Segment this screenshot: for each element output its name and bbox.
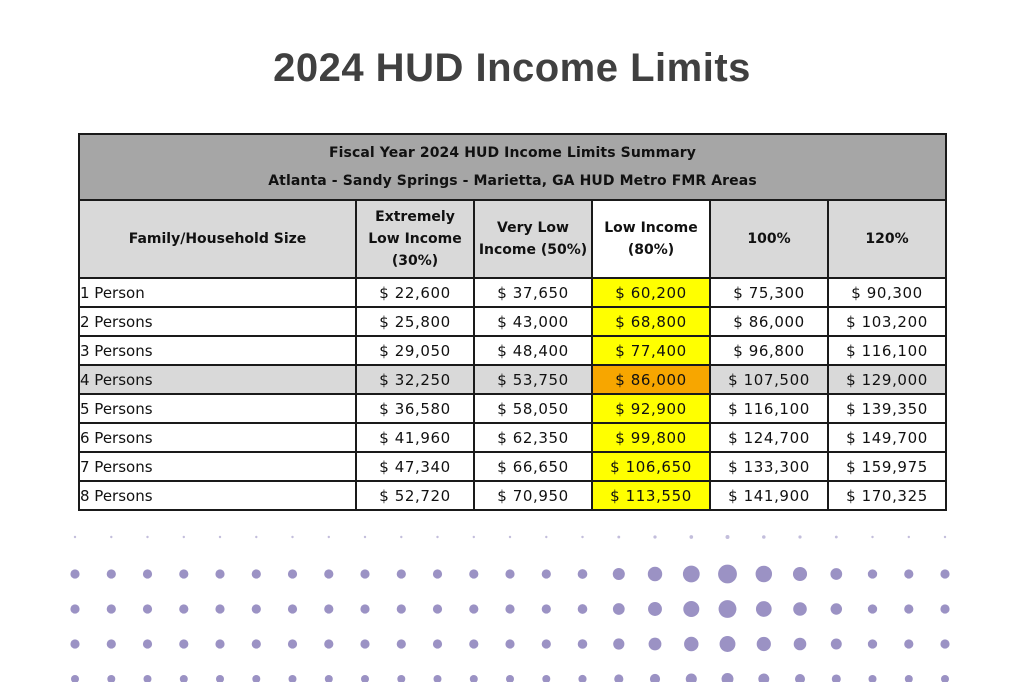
- decorative-dot: [179, 604, 188, 613]
- decorative-dot: [648, 567, 662, 581]
- decorative-dot: [107, 675, 115, 682]
- decorative-dot: [798, 535, 801, 538]
- income-120-cell: $ 116,100: [828, 336, 946, 365]
- decorative-dot: [361, 675, 369, 682]
- decorative-dot: [904, 569, 913, 578]
- decorative-dot: [617, 536, 620, 539]
- decorative-dot: [143, 569, 152, 578]
- decorative-dot: [74, 536, 76, 538]
- decorative-dot: [400, 536, 402, 538]
- decorative-dot: [719, 600, 737, 618]
- decorative-dot: [835, 536, 838, 539]
- income-100-cell: $ 133,300: [710, 452, 828, 481]
- decorative-dot: [905, 675, 913, 682]
- table-row: [79, 365, 946, 394]
- decorative-dot: [397, 604, 406, 613]
- income-100-cell: $ 107,500: [710, 365, 828, 394]
- very-low-cell: $ 53,750: [474, 365, 592, 394]
- decorative-dot: [433, 604, 442, 613]
- low-income-cell: $ 77,400: [592, 336, 710, 365]
- extremely-low-cell: $ 52,720: [356, 481, 474, 510]
- household-size-cell: 6 Persons: [79, 423, 356, 452]
- header-family-size: Family/Household Size: [79, 200, 356, 278]
- very-low-cell: $ 48,400: [474, 336, 592, 365]
- very-low-cell: $ 70,950: [474, 481, 592, 510]
- decorative-dot: [180, 675, 188, 682]
- decorative-dot: [794, 638, 807, 651]
- decorative-dot: [143, 639, 152, 648]
- decorative-dot: [648, 602, 662, 616]
- decorative-dot: [397, 675, 405, 682]
- income-120-cell: $ 129,000: [828, 365, 946, 394]
- income-120-cell: $ 103,200: [828, 307, 946, 336]
- decorative-dot: [506, 675, 514, 682]
- decorative-dot: [397, 639, 406, 648]
- decorative-dot: [795, 674, 805, 682]
- decorative-dot: [613, 638, 624, 649]
- decorative-dot: [469, 639, 478, 648]
- income-120-cell: $ 159,975: [828, 452, 946, 481]
- decorative-dot: [868, 569, 877, 578]
- decorative-dot: [215, 569, 224, 578]
- decorative-dot: [505, 604, 514, 613]
- household-size-cell: 4 Persons: [79, 365, 356, 394]
- extremely-low-cell: $ 41,960: [356, 423, 474, 452]
- very-low-cell: $ 43,000: [474, 307, 592, 336]
- extremely-low-cell: $ 25,800: [356, 307, 474, 336]
- decorative-dot: [614, 674, 623, 682]
- decorative-dot: [542, 675, 550, 682]
- decorative-dot: [757, 637, 771, 651]
- extremely-low-cell: $ 29,050: [356, 336, 474, 365]
- household-size-cell: 7 Persons: [79, 452, 356, 481]
- household-size-cell: 1 Person: [79, 278, 356, 307]
- income-limits-table: [78, 133, 947, 511]
- income-100-cell: $ 116,100: [710, 394, 828, 423]
- decorative-dot: [830, 568, 842, 580]
- table-row: [79, 481, 946, 510]
- decorative-dot: [433, 639, 442, 648]
- extremely-low-cell: $ 36,580: [356, 394, 474, 423]
- decorative-dot: [686, 673, 697, 682]
- decorative-dot: [868, 675, 876, 682]
- decorative-dot: [762, 535, 766, 539]
- income-120-cell: $ 149,700: [828, 423, 946, 452]
- decorative-dot: [107, 604, 116, 613]
- decorative-dot: [436, 536, 438, 538]
- decorative-dot: [832, 674, 841, 682]
- decorative-dot: [324, 569, 333, 578]
- decorative-dot: [509, 536, 511, 538]
- decorative-dot: [650, 674, 660, 682]
- low-income-cell: $ 106,650: [592, 452, 710, 481]
- header-100-percent: 100%: [710, 200, 828, 278]
- table-caption: [79, 134, 946, 200]
- decorative-dot: [908, 536, 910, 538]
- decorative-dot: [726, 535, 730, 539]
- decorative-dot: [578, 569, 588, 579]
- decorative-dot: [70, 569, 79, 578]
- decorative-dot: [722, 673, 734, 682]
- caption-area: Atlanta - Sandy Springs - Marietta, GA HUD Metro FMR Areas: [268, 173, 757, 189]
- decorative-dot: [718, 565, 737, 584]
- decorative-dot: [70, 604, 79, 613]
- household-size-cell: 5 Persons: [79, 394, 356, 423]
- decorative-dot: [469, 604, 478, 613]
- decorative-dot: [183, 536, 185, 538]
- decorative-dot: [684, 637, 698, 651]
- table-row: [79, 423, 946, 452]
- decorative-dot: [831, 639, 842, 650]
- decorative-dot: [179, 569, 188, 578]
- header-very-low: Very Low Income (50%): [474, 200, 592, 278]
- extremely-low-cell: $ 32,250: [356, 365, 474, 394]
- extremely-low-cell: $ 47,340: [356, 452, 474, 481]
- table-row: [79, 394, 946, 423]
- decorative-dot: [397, 569, 406, 578]
- very-low-cell: $ 66,650: [474, 452, 592, 481]
- decorative-dot: [756, 601, 772, 617]
- decorative-dot: [581, 536, 583, 538]
- decorative-dot: [179, 639, 188, 648]
- low-income-cell: $ 60,200: [592, 278, 710, 307]
- decorative-dot: [683, 566, 700, 583]
- decorative-dot: [144, 675, 152, 682]
- decorative-dot: [289, 675, 297, 682]
- income-100-cell: $ 141,900: [710, 481, 828, 510]
- header-extremely-low: Extremely Low Income (30%): [356, 200, 474, 278]
- very-low-cell: $ 37,650: [474, 278, 592, 307]
- decorative-dot: [288, 569, 297, 578]
- decorative-dot: [941, 675, 949, 682]
- decorative-dot: [578, 604, 588, 614]
- decorative-dot: [542, 604, 551, 613]
- low-income-cell: $ 99,800: [592, 423, 710, 452]
- decorative-dot: [70, 639, 79, 648]
- decorative-dot: [683, 601, 699, 617]
- decorative-dot: [944, 536, 946, 538]
- decorative-dot: [940, 639, 949, 648]
- decorative-dot: [255, 536, 257, 538]
- decorative-dot: [434, 675, 442, 682]
- decorative-dot: [252, 569, 261, 578]
- low-income-cell: $ 113,550: [592, 481, 710, 510]
- decorative-dot: [578, 639, 588, 649]
- decorative-dot: [649, 638, 662, 651]
- decorative-dot: [215, 604, 224, 613]
- very-low-cell: $ 62,350: [474, 423, 592, 452]
- decorative-dot: [505, 569, 514, 578]
- income-100-cell: $ 75,300: [710, 278, 828, 307]
- decorative-dot: [325, 675, 333, 682]
- decorative-dot: [360, 639, 369, 648]
- decorative-dot: [868, 639, 877, 648]
- decorative-dot: [653, 535, 656, 538]
- income-120-cell: $ 170,325: [828, 481, 946, 510]
- decorative-dot: [545, 536, 547, 538]
- decorative-dot: [364, 536, 366, 538]
- decorative-dot: [940, 569, 949, 578]
- decorative-dot: [216, 675, 224, 682]
- decorative-dot: [288, 639, 297, 648]
- household-size-cell: 3 Persons: [79, 336, 356, 365]
- decorative-dot: [758, 674, 769, 682]
- decorative-dot: [720, 636, 736, 652]
- decorative-dot: [470, 675, 478, 682]
- decorative-dot: [360, 604, 369, 613]
- page-title: 2024 HUD Income Limits: [273, 46, 751, 90]
- table-row: [79, 452, 946, 481]
- decorative-dot: [288, 604, 297, 613]
- table-row: [79, 336, 946, 365]
- decorative-dot: [578, 675, 586, 682]
- decorative-dot: [613, 568, 625, 580]
- decorative-dot: [542, 639, 551, 648]
- income-100-cell: $ 124,700: [710, 423, 828, 452]
- header-low-income: Low Income (80%): [592, 200, 710, 278]
- decorative-dot: [252, 639, 261, 648]
- decorative-dot: [469, 569, 478, 578]
- decorative-dot: [291, 536, 293, 538]
- decorative-dot: [871, 536, 873, 538]
- income-120-cell: $ 139,350: [828, 394, 946, 423]
- decorative-dot: [831, 603, 842, 614]
- income-120-cell: $ 90,300: [828, 278, 946, 307]
- decorative-dot: [793, 602, 807, 616]
- decorative-dot: [324, 639, 333, 648]
- decorative-dot: [940, 604, 949, 613]
- decorative-dot: [71, 675, 79, 682]
- decorative-dot: [360, 569, 369, 578]
- extremely-low-cell: $ 22,600: [356, 278, 474, 307]
- decorative-dot: [107, 639, 116, 648]
- table-row: [79, 307, 946, 336]
- decorative-dot: [904, 639, 913, 648]
- decorative-dot-pattern: [0, 528, 1024, 682]
- decorative-dot: [868, 604, 877, 613]
- decorative-dot: [219, 536, 221, 538]
- decorative-dot: [328, 536, 330, 538]
- income-100-cell: $ 86,000: [710, 307, 828, 336]
- household-size-cell: 8 Persons: [79, 481, 356, 510]
- caption-title: Fiscal Year 2024 HUD Income Limits Summary: [328, 145, 697, 161]
- decorative-dot: [146, 536, 148, 538]
- decorative-dot: [473, 536, 475, 538]
- household-size-cell: 2 Persons: [79, 307, 356, 336]
- header-120-percent: 120%: [828, 200, 946, 278]
- decorative-dot: [904, 604, 913, 613]
- decorative-dot: [756, 566, 772, 582]
- header-row: [79, 200, 946, 278]
- low-income-cell: $ 86,000: [592, 365, 710, 394]
- decorative-dot: [505, 639, 514, 648]
- decorative-dot: [110, 536, 112, 538]
- decorative-dot: [252, 675, 260, 682]
- decorative-dot: [793, 567, 807, 581]
- table-row: [79, 278, 946, 307]
- decorative-dot: [613, 603, 625, 615]
- low-income-cell: $ 68,800: [592, 307, 710, 336]
- decorative-dot: [542, 569, 551, 578]
- low-income-cell: $ 92,900: [592, 394, 710, 423]
- income-100-cell: $ 96,800: [710, 336, 828, 365]
- decorative-dot: [215, 639, 224, 648]
- decorative-dot: [689, 535, 693, 539]
- very-low-cell: $ 58,050: [474, 394, 592, 423]
- decorative-dot: [107, 569, 116, 578]
- decorative-dot: [252, 604, 261, 613]
- decorative-dot: [324, 604, 333, 613]
- decorative-dot: [433, 569, 442, 578]
- decorative-dot: [143, 604, 152, 613]
